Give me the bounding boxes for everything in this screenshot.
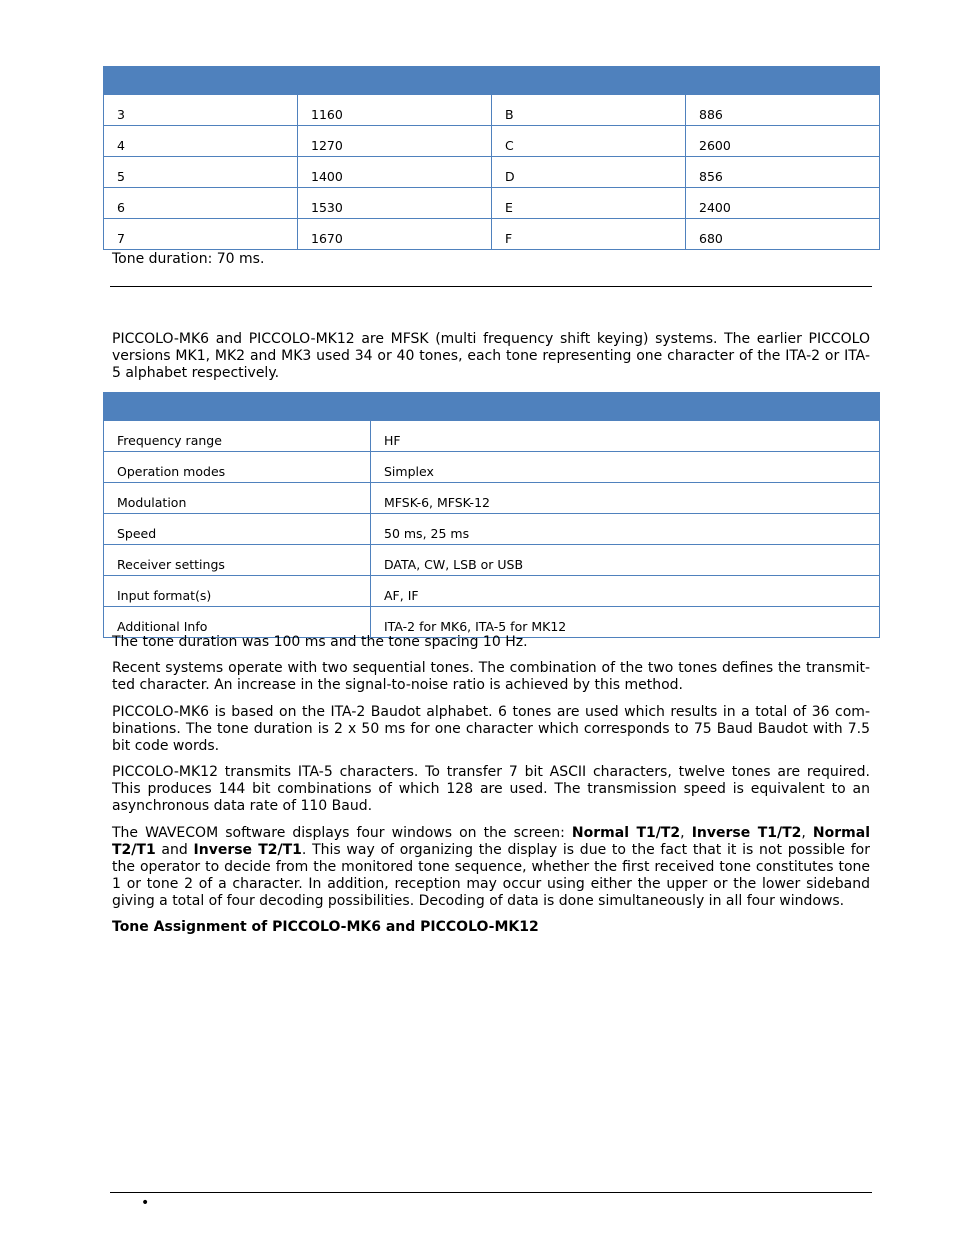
spec-label: Speed	[104, 514, 371, 545]
header-cell	[686, 67, 880, 95]
spec-label: Input format(s)	[104, 576, 371, 607]
mode-inverse-t1t2: Inverse T1/T2	[691, 825, 802, 841]
paragraph-display-windows: The WAVECOM software displays four windows on the screen: Normal T1/T2, Inverse T1/T2, Normal T2/T1 and Inverse T2/T1. This way of organizing the display is due to the fact that it is not possible for the operator to decide from the monitored tone sequence, whether the first received tone constitutes tone 1 or tone 2 of a character. In addition, reception may occur using either the upper or the lower sideband giving a total of four decoding possibilities. Decoding of data is done simultaneously in all four windows.	[112, 825, 870, 909]
table-cell: C	[492, 126, 686, 157]
paragraph-mk12: PICCOLO-MK12 transmits ITA-5 characters. To transfer 7 bit ASCII characters, twelve tones are required. This produces 144 bit combinations of which 128 are used. The transmission speed is equivalent to an asynchronous data rate of 110 Baud.	[112, 764, 870, 814]
table-row	[104, 483, 880, 514]
table-row	[104, 545, 880, 576]
table-cell: 6	[104, 188, 298, 219]
table-cell: E	[492, 188, 686, 219]
table-cell: 4	[104, 126, 298, 157]
table-row	[104, 452, 880, 483]
table-row	[104, 219, 880, 250]
table-row	[104, 576, 880, 607]
spec-label: Modulation	[104, 483, 371, 514]
specification-table	[103, 392, 880, 638]
mode-normal-t1t2: Normal T1/T2	[571, 825, 681, 841]
spec-label: Additional Info	[104, 607, 371, 638]
spec-value: HF	[371, 421, 880, 452]
tone-frequency-table	[103, 66, 880, 250]
table-row	[104, 188, 880, 219]
table-cell: 7	[104, 219, 298, 250]
mode-inverse-t2t1: Inverse T2/T1	[193, 842, 302, 858]
paragraph-sequential-tones: Recent systems operate with two sequential tones. The combination of the two tones defines the transmit-ted character. An increase in the signal-to-noise ratio is achieved by this method.	[112, 660, 870, 693]
table-row	[104, 157, 880, 188]
table-cell: 2600	[686, 126, 880, 157]
table-row	[104, 607, 880, 638]
table-cell: 1160	[298, 95, 492, 126]
table-cell: 886	[686, 95, 880, 126]
table-cell: 2400	[686, 188, 880, 219]
table-cell: 1670	[298, 219, 492, 250]
table-cell: 1270	[298, 126, 492, 157]
table-row	[104, 95, 880, 126]
header-cell	[298, 67, 492, 95]
table-cell: 1400	[298, 157, 492, 188]
spec-value: MFSK-6, MFSK-12	[371, 483, 880, 514]
spec-value: ITA-2 for MK6, ITA-5 for MK12	[371, 607, 880, 638]
table-header-row	[104, 67, 880, 95]
table-row	[104, 126, 880, 157]
table-cell: D	[492, 157, 686, 188]
spec-value: AF, IF	[371, 576, 880, 607]
section-heading: Tone Assignment of PICCOLO-MK6 and PICCOLO-MK12	[112, 919, 539, 935]
footer-bullet: •	[141, 1195, 150, 1211]
table-row	[104, 421, 880, 452]
spec-label: Operation modes	[104, 452, 371, 483]
table-header-row	[104, 393, 880, 421]
paragraph-mk6: PICCOLO-MK6 is based on the ITA-2 Baudot alphabet. 6 tones are used which results in a total of 36 com-binations. The tone duration is 2 x 50 ms for one character which corresponds to 75 Baud Baudot with 7.5 bit code words.	[112, 704, 870, 754]
header-cell	[104, 67, 298, 95]
tone-duration-note: Tone duration: 70 ms.	[112, 251, 265, 267]
header-cell	[371, 393, 880, 421]
intro-paragraph: PICCOLO-MK6 and PICCOLO-MK12 are MFSK (multi frequency shift keying) systems. The earlier PICCOLO versions MK1, MK2 and MK3 used 34 or 40 tones, each tone representing one character of the ITA-2 or ITA-5 alphabet respectively.	[112, 331, 870, 381]
spec-label: Receiver settings	[104, 545, 371, 576]
spec-value: 50 ms, 25 ms	[371, 514, 880, 545]
section-divider	[110, 286, 872, 287]
table-cell: 5	[104, 157, 298, 188]
table-cell: 856	[686, 157, 880, 188]
paragraph-tone-spacing: The tone duration was 100 ms and the tone spacing 10 Hz.	[112, 634, 528, 650]
table-cell: 680	[686, 219, 880, 250]
table-cell: F	[492, 219, 686, 250]
table-cell: 3	[104, 95, 298, 126]
spec-label: Frequency range	[104, 421, 371, 452]
table-row	[104, 514, 880, 545]
header-cell	[104, 393, 371, 421]
header-cell	[492, 67, 686, 95]
mode-normal-t2t1: Normal T2/T1	[112, 825, 870, 858]
table-cell: B	[492, 95, 686, 126]
spec-value: DATA, CW, LSB or USB	[371, 545, 880, 576]
table-cell: 1530	[298, 188, 492, 219]
spec-value: Simplex	[371, 452, 880, 483]
footer-divider	[110, 1192, 872, 1193]
